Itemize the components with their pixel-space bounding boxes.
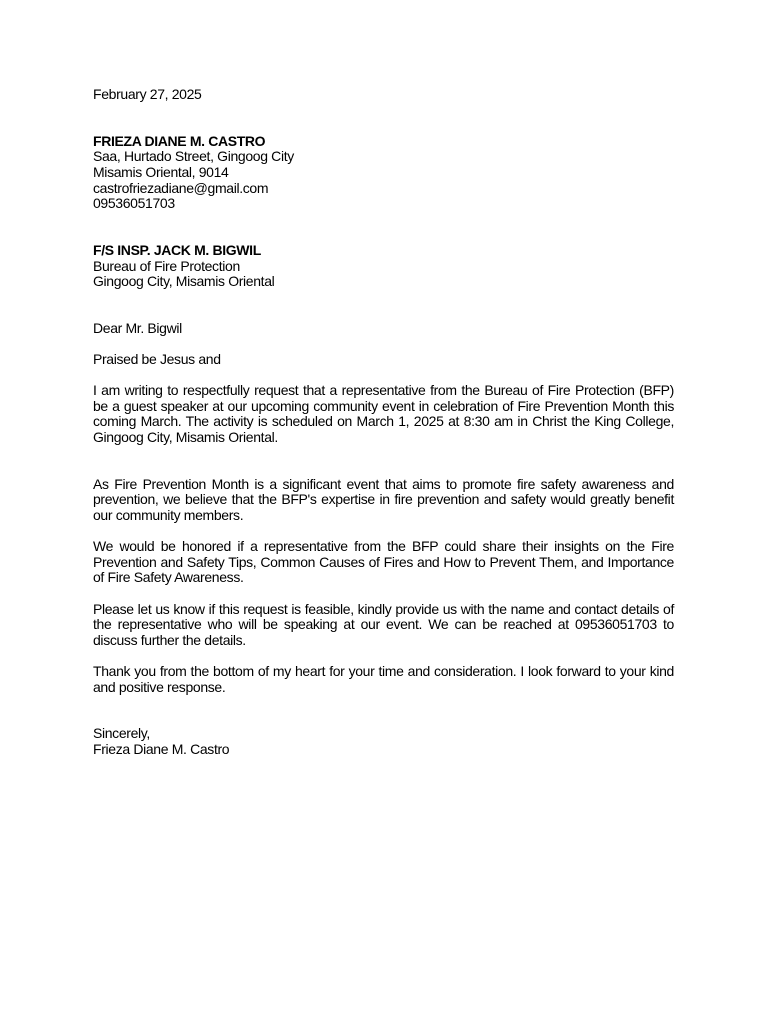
sender-address-line-2: Misamis Oriental, 9014 <box>93 163 229 180</box>
sender-name: FRIEZA DIANE M. CASTRO <box>93 132 266 149</box>
body-paragraph: Please let us know if this request is feasible, kindly provide us with the name and contact details of the representative who will be speaking at our event. We can be reached at 09536051703 to discuss further the details. <box>93 600 674 648</box>
spacer <box>93 695 674 726</box>
sender-phone: 09536051703 <box>93 195 175 212</box>
letter-date: February 27, 2025 <box>93 86 202 102</box>
signature-name: Frieza Diane M. Castro <box>93 740 230 757</box>
sender-address-line-1: Saa, Hurtado Street, Gingoog City <box>93 148 294 165</box>
body-paragraph: As Fire Prevention Month is a significant event that aims to promote fire safety awareness and prevention, we believe that the BFP's expertise in fire prevention and safety would greatly benefit our community members. <box>93 475 674 524</box>
greeting: Praised be Jesus and <box>93 351 221 368</box>
spacer <box>93 212 674 243</box>
recipient-block <box>93 243 674 290</box>
spacer <box>93 337 674 353</box>
spacer <box>93 368 674 384</box>
salutation: Dear Mr. Bigwil <box>93 319 182 336</box>
spacer <box>93 586 674 602</box>
recipient-address: Gingoog City, Misamis Oriental <box>93 273 275 290</box>
recipient-name: F/S INSP. JACK M. BIGWIL <box>93 241 261 258</box>
recipient-organization: Bureau of Fire Protection <box>93 257 240 274</box>
body-paragraph: I am writing to respectfully request that a representative from the Bureau of Fire Protection (BFP) be a guest speaker at our upcoming community event in celebration of Fire Prevention Month this coming March. The activity is scheduled on March 1, 2025 at 8:30 am in Christ the King College, Gingoog City, Misamis Oriental. <box>93 382 674 446</box>
body-paragraph: We would be honored if a representative from the BFP could share their insights on the Fire Prevention and Safety Tips, Common Causes of Fires and How to Prevent Them, and Importance of Fire Safety Awareness. <box>93 538 674 586</box>
spacer <box>93 648 674 664</box>
sender-block <box>93 134 674 212</box>
spacer <box>93 446 674 477</box>
letter-body <box>93 87 674 758</box>
closing: Sincerely, <box>93 725 150 742</box>
spacer <box>93 103 674 134</box>
spacer <box>93 524 674 540</box>
spacer <box>93 290 674 321</box>
body-paragraph: Thank you from the bottom of my heart for your time and consideration. I look forward to your kind and positive response. <box>93 662 674 695</box>
sender-email: castrofriezadiane@gmail.com <box>93 179 269 196</box>
